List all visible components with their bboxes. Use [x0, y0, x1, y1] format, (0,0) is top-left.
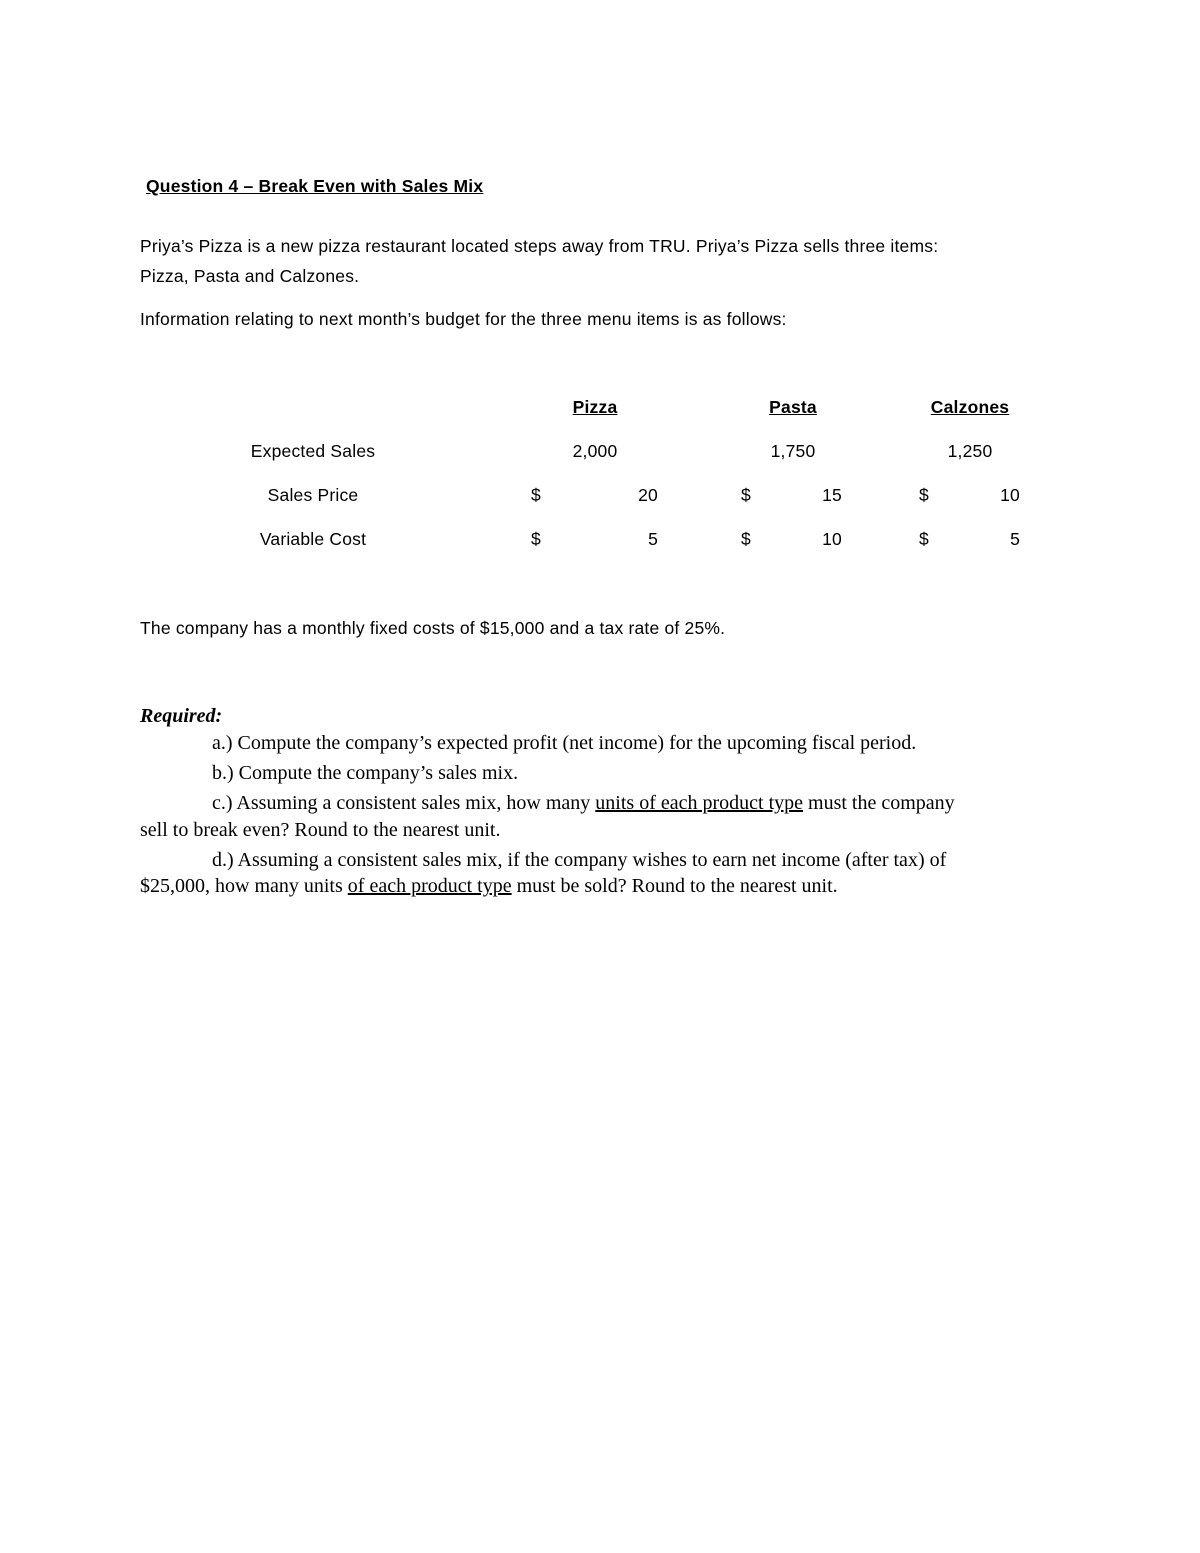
question-d-text-end: must be sold? Round to the nearest unit. — [511, 875, 838, 897]
question-c-underlined: units of each product type — [595, 792, 804, 814]
question-c-line-1 — [212, 793, 955, 813]
row-label: Variable Cost — [259, 529, 367, 549]
cell-calzones: 5 — [1010, 529, 1020, 549]
cell-pizza: 2,000 — [572, 441, 618, 461]
question-a: a.) Compute the company’s expected profit (net income) for the upcoming fiscal period. — [212, 732, 917, 754]
currency-symbol: $ — [741, 485, 751, 505]
cell-pizza: 20 — [638, 485, 658, 505]
cell-pasta: 15 — [822, 485, 842, 505]
cell-pizza: 5 — [648, 529, 658, 549]
currency-symbol: $ — [919, 529, 929, 549]
row-label: Expected Sales — [250, 441, 376, 461]
header-calzones: Calzones — [930, 397, 1010, 417]
header-pasta: Pasta — [769, 397, 817, 417]
cell-calzones: 1,250 — [947, 441, 993, 461]
question-b: b.) Compute the company’s sales mix. — [212, 762, 519, 784]
cell-pasta: 10 — [822, 529, 842, 549]
page-title: Question 4 – Break Even with Sales Mix — [146, 176, 484, 196]
question-d-line-1: d.) Assuming a consistent sales mix, if the company wishes to earn net income (after tax) of — [212, 849, 947, 871]
question-d-text: $25,000, how many units — [140, 875, 348, 897]
currency-symbol: $ — [531, 485, 541, 505]
cell-pasta: 1,750 — [770, 441, 816, 461]
cell-calzones: 10 — [1000, 485, 1020, 505]
question-c-text-end: must the company — [803, 792, 955, 814]
question-c-text: c.) Assuming a consistent sales mix, how many — [212, 792, 596, 814]
intro-line-2: Pizza, Pasta and Calzones. — [140, 266, 360, 286]
question-d-underlined: of each product type — [347, 875, 512, 897]
currency-symbol: $ — [531, 529, 541, 549]
required-heading: Required: — [140, 705, 223, 727]
intro-line-1: Priya’s Pizza is a new pizza restaurant located steps away from TRU. Priya’s Pizza sells three items: — [140, 236, 939, 256]
intro-line-3: Information relating to next month’s budget for the three menu items is as follows: — [140, 309, 787, 329]
question-d-line-2 — [140, 876, 838, 896]
header-pizza: Pizza — [572, 397, 618, 417]
row-label: Sales Price — [267, 485, 359, 505]
fixed-costs-text: The company has a monthly fixed costs of $15,000 and a tax rate of 25%. — [140, 618, 726, 638]
currency-symbol: $ — [741, 529, 751, 549]
question-c-line-2: sell to break even? Round to the nearest unit. — [140, 819, 501, 841]
currency-symbol: $ — [919, 485, 929, 505]
